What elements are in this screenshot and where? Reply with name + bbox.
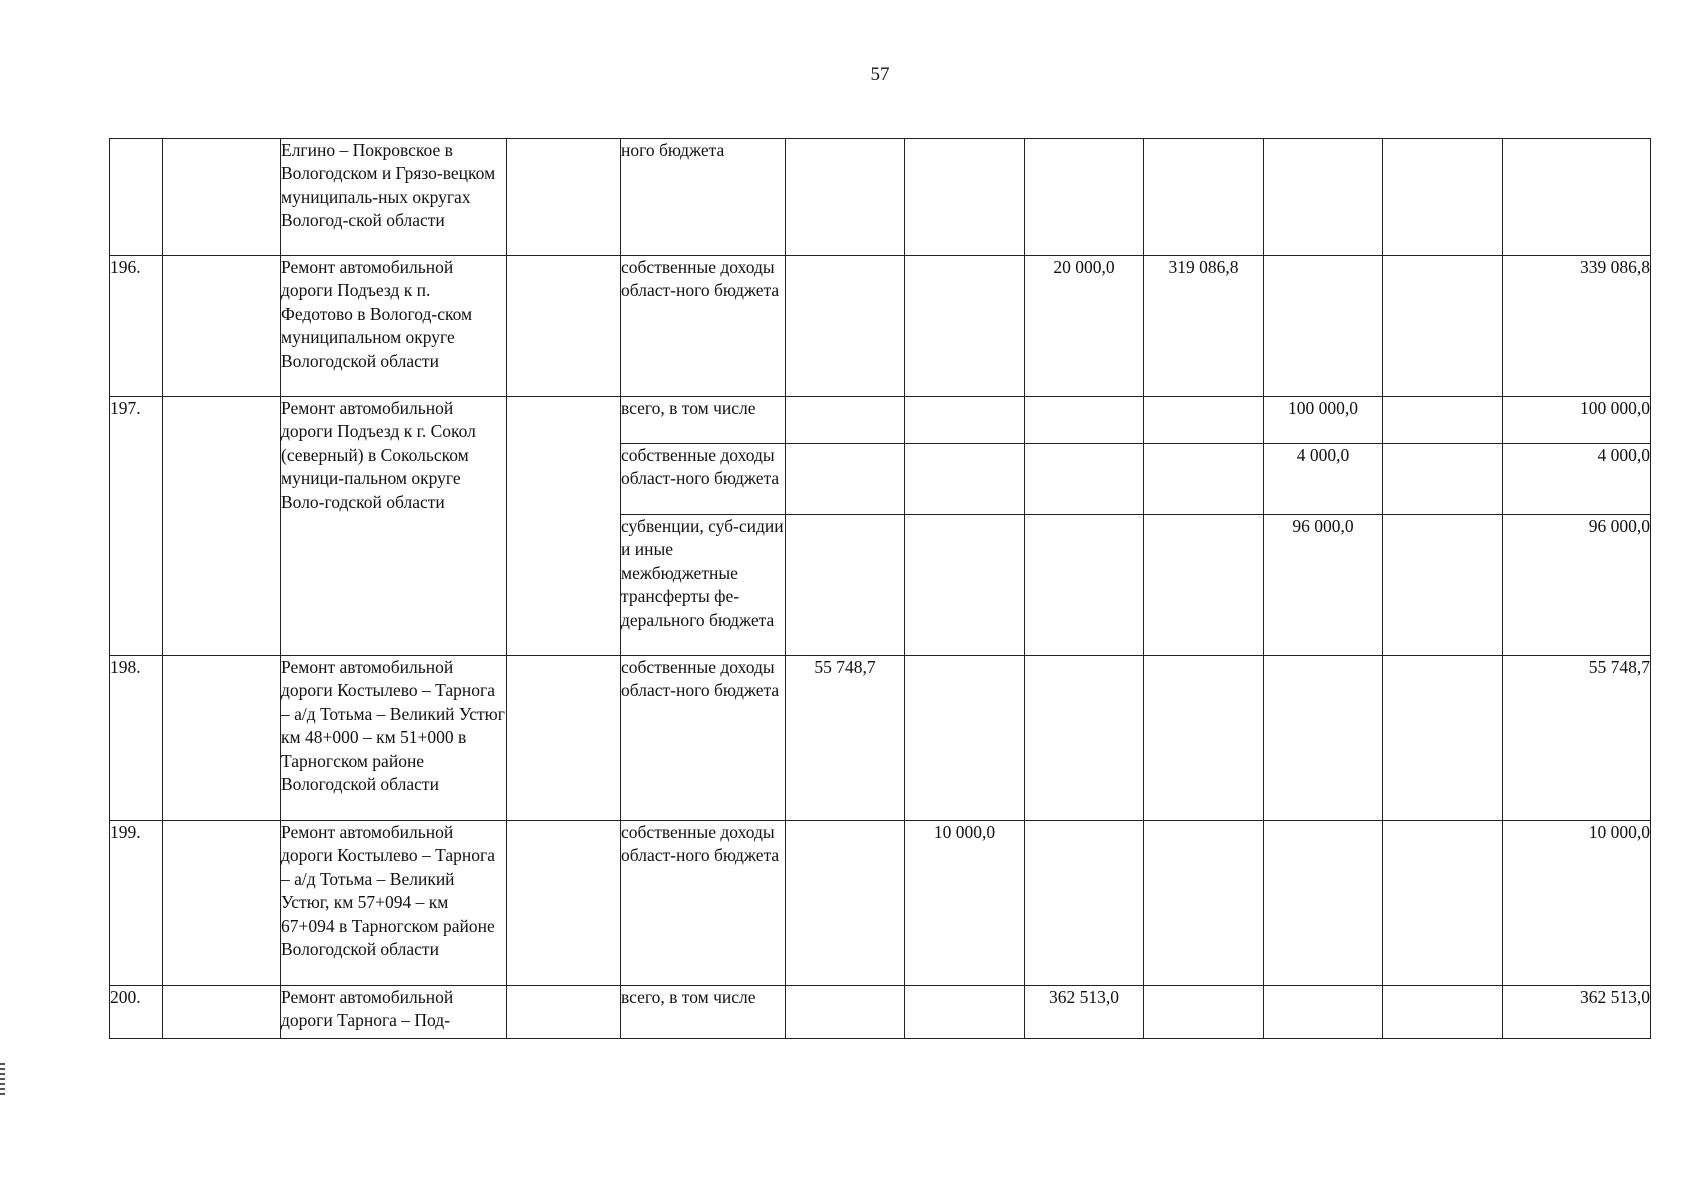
- table-row: [110, 397, 1651, 444]
- year-value: [1144, 139, 1264, 256]
- year-value: [1025, 656, 1144, 821]
- table-row: [110, 256, 1651, 397]
- total-value: 55 748,7: [1503, 656, 1651, 821]
- empty-cell: [507, 656, 621, 821]
- year-value: [1144, 656, 1264, 821]
- row-number: 197.: [110, 397, 163, 656]
- year-value: [1144, 986, 1264, 1039]
- year-value: [1383, 656, 1503, 821]
- year-value: 4 000,0: [1264, 444, 1383, 515]
- year-value: [1025, 515, 1144, 656]
- year-value: [786, 139, 905, 256]
- margin-mark: [0, 1063, 5, 1096]
- empty-cell: [163, 986, 281, 1039]
- table-row: [110, 139, 1651, 256]
- year-value: [905, 656, 1025, 821]
- page-number: 57: [870, 64, 890, 85]
- empty-cell: [163, 256, 281, 397]
- year-value: [905, 986, 1025, 1039]
- year-value: 55 748,7: [786, 656, 905, 821]
- year-value: [1144, 515, 1264, 656]
- total-value: [1503, 139, 1651, 256]
- row-number: [110, 139, 163, 256]
- year-value: [1264, 986, 1383, 1039]
- year-value: 10 000,0: [905, 821, 1025, 986]
- total-value: 339 086,8: [1503, 256, 1651, 397]
- object-name: Елгино – Покровское в Вологодском и Грязо-вецком муниципаль-ных округах Вологод-ской области: [281, 139, 507, 256]
- year-value: [1264, 656, 1383, 821]
- year-value: [1383, 821, 1503, 986]
- object-name: Ремонт автомобильной дороги Тарнога – Под-: [281, 986, 507, 1039]
- year-value: [905, 444, 1025, 515]
- year-value: [905, 515, 1025, 656]
- year-value: [1264, 821, 1383, 986]
- object-name: Ремонт автомобильной дороги Подъезд к г. Сокол (северный) в Сокольском муници-пальном округе Воло-годской области: [281, 397, 507, 656]
- empty-cell: [507, 139, 621, 256]
- year-value: [1025, 139, 1144, 256]
- year-value: [1264, 256, 1383, 397]
- table-body: [110, 139, 1651, 1039]
- row-number: 199.: [110, 821, 163, 986]
- budget-table: [109, 138, 1651, 1039]
- year-value: [1383, 139, 1503, 256]
- empty-cell: [507, 256, 621, 397]
- year-value: [905, 256, 1025, 397]
- year-value: [786, 986, 905, 1039]
- year-value: [786, 444, 905, 515]
- year-value: [786, 515, 905, 656]
- year-value: [786, 256, 905, 397]
- row-number: 200.: [110, 986, 163, 1039]
- funding-source: собственные доходы област-ного бюджета: [621, 444, 786, 515]
- year-value: [905, 397, 1025, 444]
- year-value: 20 000,0: [1025, 256, 1144, 397]
- empty-cell: [163, 139, 281, 256]
- empty-cell: [507, 986, 621, 1039]
- object-name: Ремонт автомобильной дороги Подъезд к п. Федотово в Вологод-ском муниципальном округе Вологодской области: [281, 256, 507, 397]
- row-number: 198.: [110, 656, 163, 821]
- total-value: 96 000,0: [1503, 515, 1651, 656]
- year-value: [1144, 397, 1264, 444]
- funding-source: всего, в том числе: [621, 986, 786, 1039]
- table-row: [110, 821, 1651, 986]
- total-value: 4 000,0: [1503, 444, 1651, 515]
- table-row: [110, 986, 1651, 1039]
- year-value: [1383, 444, 1503, 515]
- empty-cell: [507, 821, 621, 986]
- empty-cell: [163, 821, 281, 986]
- year-value: [786, 397, 905, 444]
- year-value: [1383, 986, 1503, 1039]
- empty-cell: [507, 397, 621, 656]
- year-value: [1383, 515, 1503, 656]
- funding-source: собственные доходы област-ного бюджета: [621, 821, 786, 986]
- year-value: [1025, 821, 1144, 986]
- year-value: [905, 139, 1025, 256]
- object-name: Ремонт автомобильной дороги Костылево – Тарнога – а/д Тотьма – Великий Устюг, км 57+094 – км 67+094 в Тарногском районе Вологодской области: [281, 821, 507, 986]
- year-value: [1144, 821, 1264, 986]
- funding-source: субвенции, суб-сидии и иные межбюджетные трансферты фе-дерального бюджета: [621, 515, 786, 656]
- year-value: [786, 821, 905, 986]
- empty-cell: [163, 656, 281, 821]
- year-value: 362 513,0: [1025, 986, 1144, 1039]
- funding-source: ного бюджета: [621, 139, 786, 256]
- year-value: 319 086,8: [1144, 256, 1264, 397]
- year-value: [1264, 139, 1383, 256]
- total-value: 10 000,0: [1503, 821, 1651, 986]
- year-value: [1383, 397, 1503, 444]
- year-value: [1025, 444, 1144, 515]
- funding-source: всего, в том числе: [621, 397, 786, 444]
- object-name: Ремонт автомобильной дороги Костылево – Тарнога – а/д Тотьма – Великий Устюг км 48+000 – км 51+000 в Тарногском районе Вологодской области: [281, 656, 507, 821]
- row-number: 196.: [110, 256, 163, 397]
- year-value: 100 000,0: [1264, 397, 1383, 444]
- year-value: 96 000,0: [1264, 515, 1383, 656]
- year-value: [1144, 444, 1264, 515]
- empty-cell: [163, 397, 281, 656]
- funding-source: собственные доходы област-ного бюджета: [621, 256, 786, 397]
- year-value: [1025, 397, 1144, 444]
- funding-source: собственные доходы област-ного бюджета: [621, 656, 786, 821]
- total-value: 362 513,0: [1503, 986, 1651, 1039]
- total-value: 100 000,0: [1503, 397, 1651, 444]
- table-row: [110, 656, 1651, 821]
- year-value: [1383, 256, 1503, 397]
